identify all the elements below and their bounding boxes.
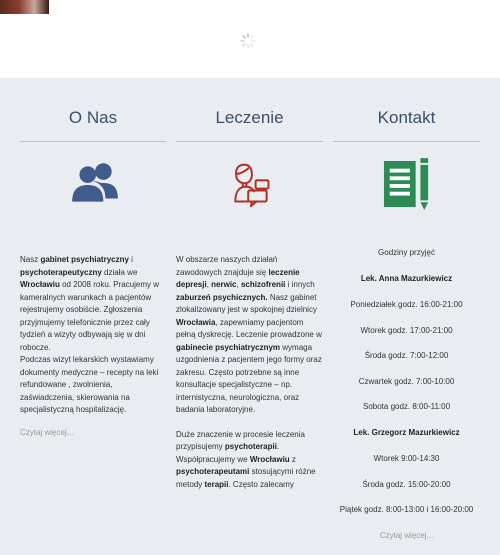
treatment-p1-text-11: gabinecie psychiatrycznym: [176, 342, 281, 352]
hours-2-row-2: Piątek godz. 8:00-13:00 i 16:00-20:00: [339, 505, 474, 514]
treatment-p1-text-3: nerwic: [211, 280, 237, 289]
hours-1-row-2: Środa godz. 7:00-12:00: [364, 351, 449, 360]
treatment-p2-text-6: stosującymi różne metody: [176, 467, 316, 489]
about-text-5: Wrocławiu: [20, 280, 60, 289]
treatment-p1-text-4: ,: [236, 280, 241, 289]
treatment-p1-text-10: , zapewniamy pacjentom pełną dyskrecję. Leczenie prowadzone w: [176, 317, 322, 339]
users-icon: [68, 158, 120, 210]
therapy-icon: [228, 156, 274, 212]
doctor-name-2: Lek. Grzegorz Mazurkiewicz: [353, 427, 460, 437]
contact-read-more-link[interactable]: Czytaj więcej...: [379, 530, 434, 540]
treatment-text: [176, 254, 323, 491]
hours-list-2: [333, 453, 480, 517]
treatment-p1-text-0: W obszarze naszych działań zawodowych znajduje się: [176, 255, 278, 277]
about-text-4: działa we: [101, 267, 138, 277]
treatment-title: Leczenie: [215, 108, 284, 127]
spinner-icon: [240, 33, 256, 49]
treatment-p2-text-0: Duże znaczenie w procesie leczenia przypisujemy: [176, 429, 305, 451]
hours-1-row-1: Wtorek godz. 17:00-21:00: [360, 325, 453, 335]
hours-2-row-1: Środa godz. 15:00-20:00: [362, 479, 451, 489]
treatment-p2-text-7: terapii: [204, 479, 229, 489]
hours-heading: Godziny przyjęć: [378, 248, 435, 257]
hours-list-1: [333, 299, 480, 414]
treatment-p1-text-8: Nasz gabinet zlokalizowany jest w spokojnej dzielnicy: [176, 292, 317, 314]
hours-1-row-0: Poniedziałek godz. 16:00-21:00: [350, 300, 463, 309]
about-read-more-link[interactable]: Czytaj więcej...: [20, 427, 74, 437]
about-paragraph-2: Podczas wizyt lekarskich wystawiamy dokumenty medyczne – recepty na leki refundowane , zwolnienia, zaświadczenia, skierowania na specjalistyczną hospitalizację.: [20, 355, 159, 414]
header-bar: [0, 0, 500, 78]
hours-1-row-4: Sobota godz. 8:00-11:00: [362, 402, 451, 411]
contact-title: Kontakt: [377, 108, 436, 127]
about-text: [20, 254, 166, 439]
about-title: O Nas: [68, 108, 118, 127]
about-text-3: psychoterapeutyczny: [20, 267, 102, 277]
hours-1-row-3: Czwartek godz. 7:00-10:00: [358, 376, 455, 386]
treatment-p1-text-7: zaburzeń psychicznych.: [176, 292, 268, 302]
header-image: [0, 0, 49, 14]
treatment-p1-text-5: schizofrenii: [240, 280, 286, 289]
treatment-p1-text-1: leczenie depresji: [176, 267, 300, 289]
about-divider: [20, 141, 166, 142]
treatment-p2-text-8: . Często zalecamy: [228, 479, 294, 489]
treatment-paragraph-2: [176, 429, 323, 492]
doctor-name-1: Lek. Anna Mazurkiewicz: [360, 273, 453, 283]
about-text-0: Nasz: [20, 255, 41, 264]
treatment-p2-text-4: z: [289, 454, 296, 464]
treatment-p1-text-9: Wrocławia: [176, 317, 216, 327]
treatment-p2-text-2: . Współpracujemy we: [176, 442, 280, 464]
treatment-p2-text-5: psychoterapeutami: [176, 467, 250, 476]
treatment-p1-text-12: wymaga uzgodnienia z pacjentem jego formy oraz zakresu. Często potrzebne są inne konsultacje specjalistyczne – np. internistyczna, neurologiczna, oraz badania laboratoryjne.: [176, 342, 322, 414]
notepad-icon: [383, 158, 431, 212]
about-text-1: gabinet psychiatryczny: [40, 255, 129, 264]
about-paragraph-1: [20, 254, 166, 354]
treatment-p2-text-3: Wrocławiu: [249, 454, 290, 464]
hours-2-row-0: Wtorek 9:00-14:30: [373, 454, 440, 463]
contact-hours: [333, 247, 480, 555]
treatment-p1-text-2: ,: [206, 280, 212, 289]
treatment-p2-text-1: psychoterapii: [224, 442, 277, 451]
treatment-p1-text-6: i innych: [285, 280, 315, 289]
treatment-divider: [176, 141, 323, 142]
about-text-2: i: [128, 255, 133, 264]
about-text-6: od 2008 roku. Pracujemy w kameralnych warunkach a pacjentów rejestrujemy osobiście. Zgłoszenia przyjmujemy telefonicznie przez cały tydzień a wizyty odbywają się w dni robocze.: [20, 280, 160, 352]
contact-divider: [333, 141, 480, 142]
treatment-paragraph-1: [176, 254, 323, 417]
